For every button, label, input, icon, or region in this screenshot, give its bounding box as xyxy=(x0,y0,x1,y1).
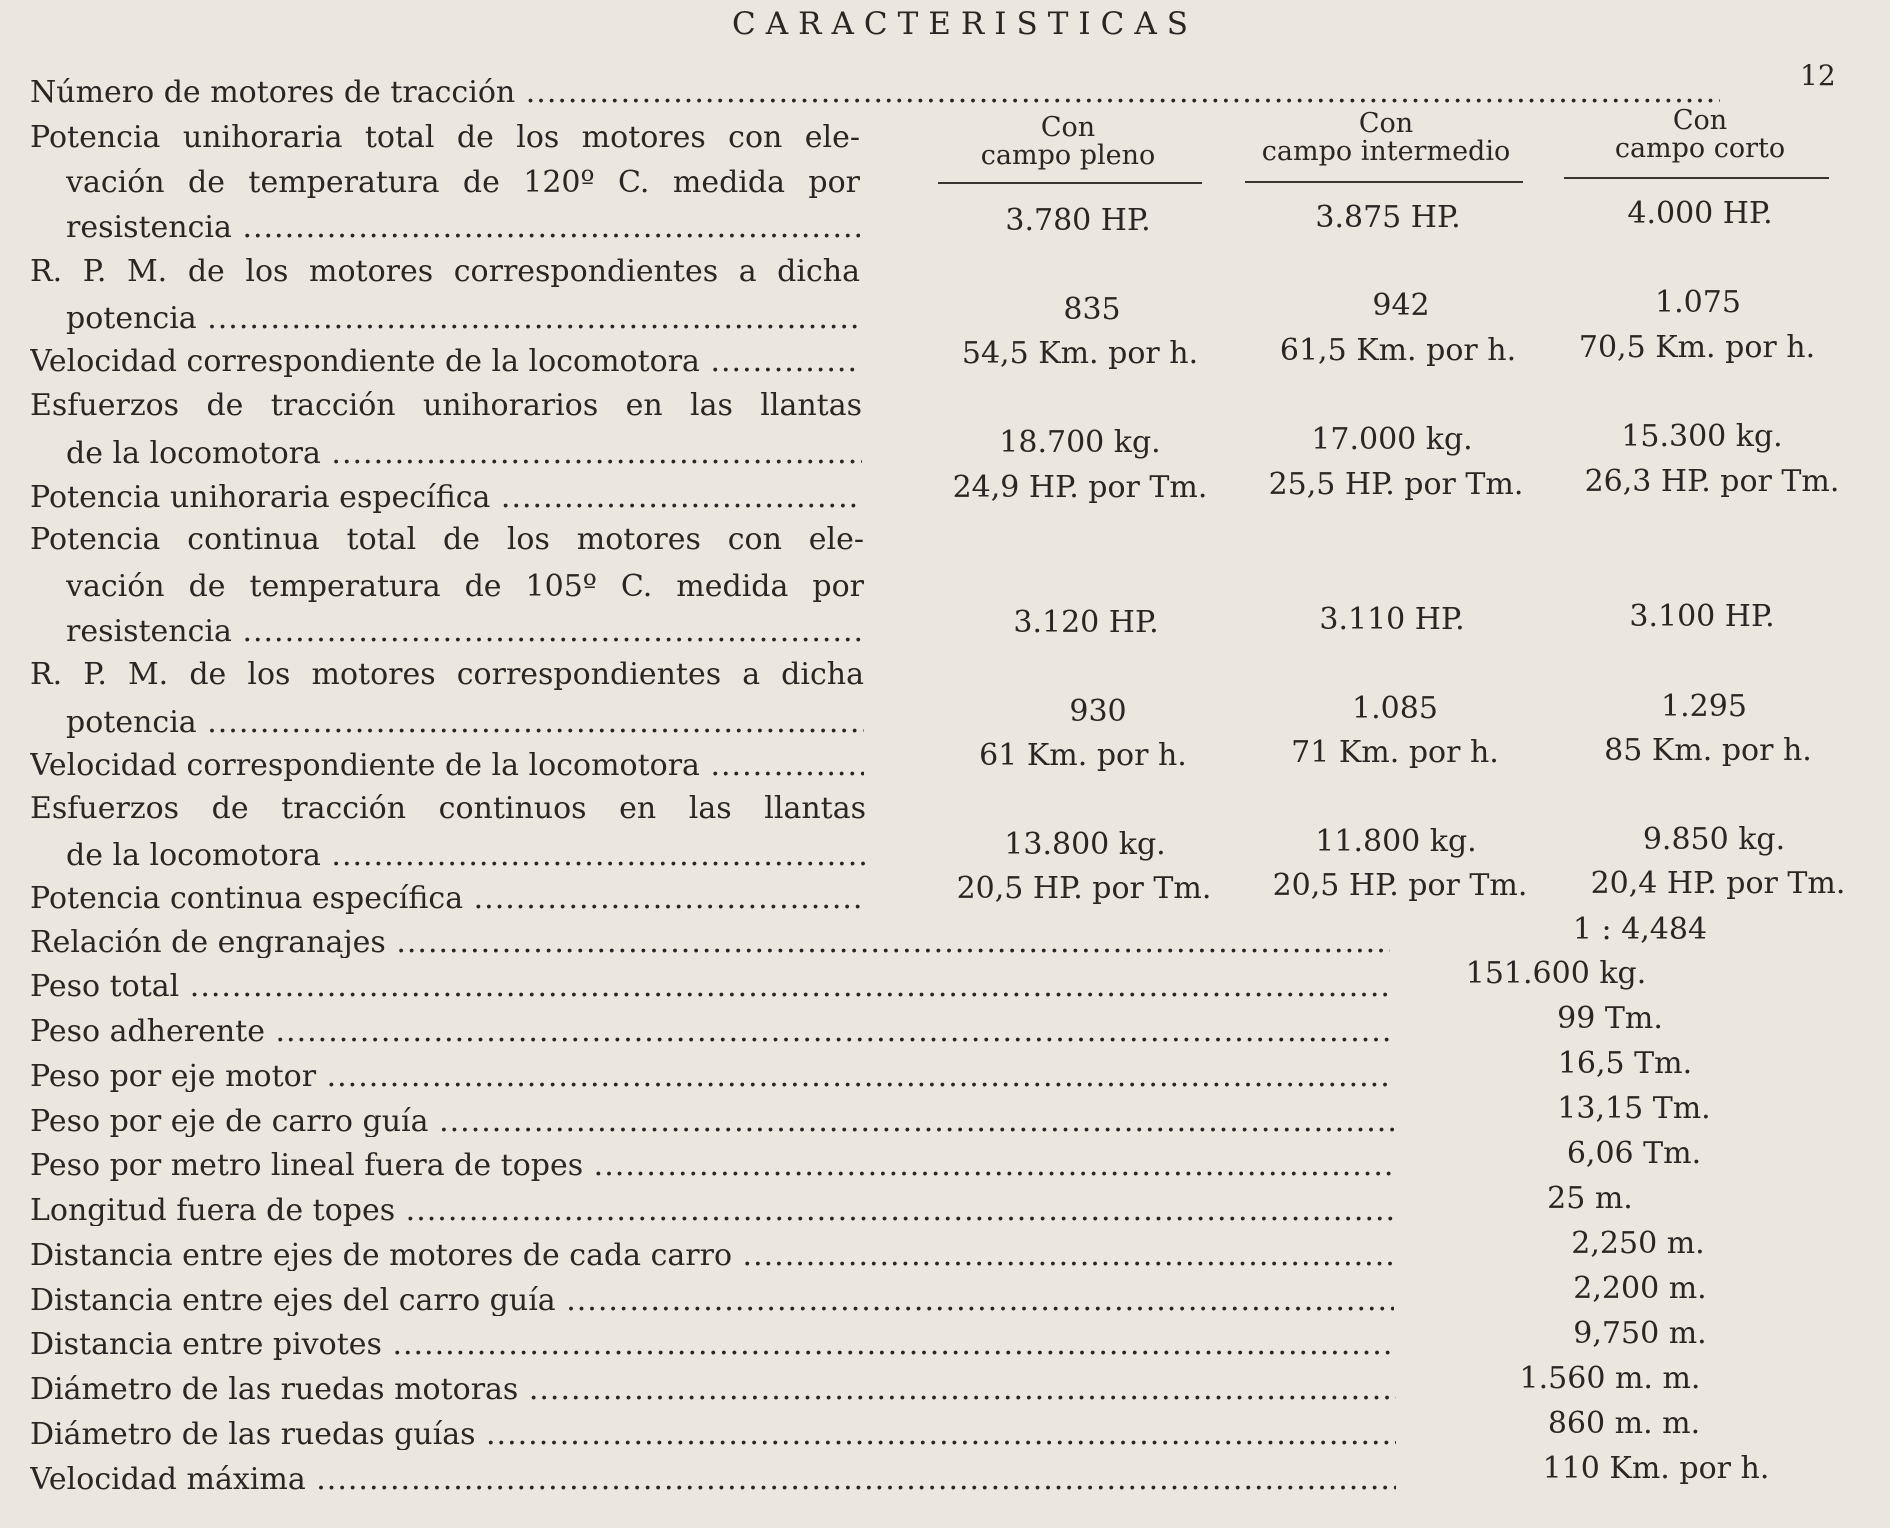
val-pot-esp1-intermedio: 25,5 HP. por Tm. xyxy=(1268,467,1524,502)
val-pot-esp2-pleno: 20,5 HP. por Tm. xyxy=(956,871,1212,906)
val-peso-eje-carro-guia: 13,15 Tm. xyxy=(1557,1091,1711,1126)
label-peso-adherente: Peso adherente ..... xyxy=(30,1017,1392,1047)
val-peso-metro-lineal: 6,06 Tm. xyxy=(1566,1136,1702,1171)
col-head-campo-corto: Con campo corto xyxy=(1614,105,1786,165)
val-longitud-topes: 25 m. xyxy=(1547,1181,1633,1216)
page-title: CARACTERISTICAS xyxy=(732,6,1198,42)
label-peso-total: Peso total ..... xyxy=(30,972,1390,1002)
label-rpm1-1: R. P. M. de los motores correspondientes a dicha xyxy=(30,257,860,287)
val-pot-continua-intermedio: 3.110 HP. xyxy=(1319,602,1465,637)
val-pot-unihoraria-corto: 4.000 HP. xyxy=(1627,196,1773,231)
label-pot-continua-2: vación de temperatura de 105º C. medida por xyxy=(66,572,864,602)
col-head-campo-intermedio: Con campo intermedio xyxy=(1261,108,1511,168)
label-pot-unihoraria-3: resistencia ..... xyxy=(66,213,860,243)
label-longitud-topes: Longitud fuera de topes ..... xyxy=(30,1196,1394,1226)
val-distancia-ejes-carro-guia: 2,200 m. xyxy=(1573,1271,1707,1306)
col-rule-pleno xyxy=(938,182,1202,184)
label-pot-unihoraria-1: Potencia unihoraria total de los motores con ele- xyxy=(30,123,860,153)
val-relacion-engranajes: 1 : 4,484 xyxy=(1572,912,1708,947)
label-peso-eje-carro-guia: Peso por eje de carro guía ..... xyxy=(30,1107,1394,1137)
val-pot-esp2-intermedio: 20,5 HP. por Tm. xyxy=(1272,868,1528,903)
val-distancia-ejes-motores: 2,250 m. xyxy=(1571,1226,1705,1261)
val-pot-unihoraria-pleno: 3.780 HP. xyxy=(1005,203,1151,238)
val-esf1-pleno: 18.700 kg. xyxy=(999,425,1161,460)
label-esf1-1: Esfuerzos de tracción unihorarios en las llantas xyxy=(30,391,862,421)
val-diametro-ruedas-guias: 860 m. m. xyxy=(1547,1406,1701,1441)
val-pot-continua-pleno: 3.120 HP. xyxy=(1013,605,1159,640)
page-number: 12 xyxy=(1800,59,1836,92)
label-pot-esp1: Potencia unihoraria específica ..... xyxy=(30,483,862,513)
label-pot-unihoraria-2: vación de temperatura de 120º C. medida por xyxy=(66,168,860,198)
val-pot-esp1-pleno: 24,9 HP. por Tm. xyxy=(952,470,1208,505)
label-pot-esp2: Potencia continua específica ..... xyxy=(30,884,866,914)
val-pot-continua-corto: 3.100 HP. xyxy=(1629,599,1775,634)
label-esf2-2: de la locomotora ..... xyxy=(66,841,866,871)
label-relacion-engranajes: Relación de engranajes ..... xyxy=(30,928,1390,958)
col-head-campo-pleno: Con campo pleno xyxy=(980,112,1156,172)
val-vel1-intermedio: 61,5 Km. por h. xyxy=(1279,333,1517,368)
val-velocidad-maxima: 110 Km. por h. xyxy=(1542,1451,1770,1486)
val-esf2-intermedio: 11.800 kg. xyxy=(1315,824,1477,859)
val-vel2-pleno: 61 Km. por h. xyxy=(979,738,1187,773)
label-distancia-pivotes: Distancia entre pivotes ..... xyxy=(30,1330,1396,1360)
label-rpm2-1: R. P. M. de los motores correspondientes a dicha xyxy=(30,660,864,690)
label-rpm1-2: potencia ..... xyxy=(66,304,860,334)
val-vel1-corto: 70,5 Km. por h. xyxy=(1578,330,1816,365)
val-rpm1-pleno: 835 xyxy=(1063,292,1121,327)
val-rpm2-pleno: 930 xyxy=(1069,694,1127,729)
label-vel1: Velocidad correspondiente de la locomotora ..... xyxy=(30,347,860,377)
label-pot-continua-1: Potencia continua total de los motores con ele- xyxy=(30,525,864,555)
val-rpm1-corto: 1.075 xyxy=(1655,285,1741,320)
label-esf1-2: de la locomotora ..... xyxy=(66,439,862,469)
val-rpm2-corto: 1.295 xyxy=(1661,689,1747,724)
val-peso-total: 151.600 kg. xyxy=(1465,956,1647,991)
label-pot-continua-3: resistencia ..... xyxy=(66,617,864,647)
val-pot-esp1-corto: 26,3 HP. por Tm. xyxy=(1584,464,1840,499)
val-diametro-ruedas-motoras: 1.560 m. m. xyxy=(1519,1361,1701,1396)
val-peso-eje-motor: 16,5 Tm. xyxy=(1557,1046,1693,1081)
label-vel2: Velocidad correspondiente de la locomotora ..... xyxy=(30,751,864,781)
val-esf2-pleno: 13.800 kg. xyxy=(1004,827,1166,862)
label-diametro-ruedas-guias: Diámetro de las ruedas guías ..... xyxy=(30,1420,1396,1450)
val-vel2-corto: 85 Km. por h. xyxy=(1604,733,1812,768)
label-diametro-ruedas-motoras: Diámetro de las ruedas motoras ..... xyxy=(30,1375,1396,1405)
col-rule-intermedio xyxy=(1245,181,1523,183)
val-pot-unihoraria-intermedio: 3.875 HP. xyxy=(1315,200,1461,235)
label-rpm2-2: potencia ..... xyxy=(66,708,864,738)
label-distancia-ejes-motores: Distancia entre ejes de motores de cada carro ..... xyxy=(30,1241,1394,1271)
label-peso-metro-lineal: Peso por metro lineal fuera de topes ..... xyxy=(30,1151,1394,1181)
val-vel2-intermedio: 71 Km. por h. xyxy=(1291,735,1499,770)
val-rpm1-intermedio: 942 xyxy=(1372,288,1430,323)
val-peso-adherente: 99 Tm. xyxy=(1557,1001,1663,1036)
val-esf1-intermedio: 17.000 kg. xyxy=(1311,422,1473,457)
label-peso-eje-motor: Peso por eje motor ..... xyxy=(30,1062,1392,1092)
val-esf2-corto: 9.850 kg. xyxy=(1642,822,1786,857)
label-esf2-1: Esfuerzos de tracción continuos en las llantas xyxy=(30,794,866,824)
label-velocidad-maxima: Velocidad máxima ..... xyxy=(30,1465,1396,1495)
val-pot-esp2-corto: 20,4 HP. por Tm. xyxy=(1590,866,1846,901)
val-rpm2-intermedio: 1.085 xyxy=(1352,691,1438,726)
val-vel1-pleno: 54,5 Km. por h. xyxy=(961,336,1199,371)
val-esf1-corto: 15.300 kg. xyxy=(1621,419,1783,454)
col-rule-corto xyxy=(1564,177,1829,179)
val-distancia-pivotes: 9,750 m. xyxy=(1573,1316,1707,1351)
label-num-motores: Número de motores de tracción ..... xyxy=(30,78,1720,108)
label-distancia-ejes-carro-guia: Distancia entre ejes del carro guía ..... xyxy=(30,1286,1394,1316)
